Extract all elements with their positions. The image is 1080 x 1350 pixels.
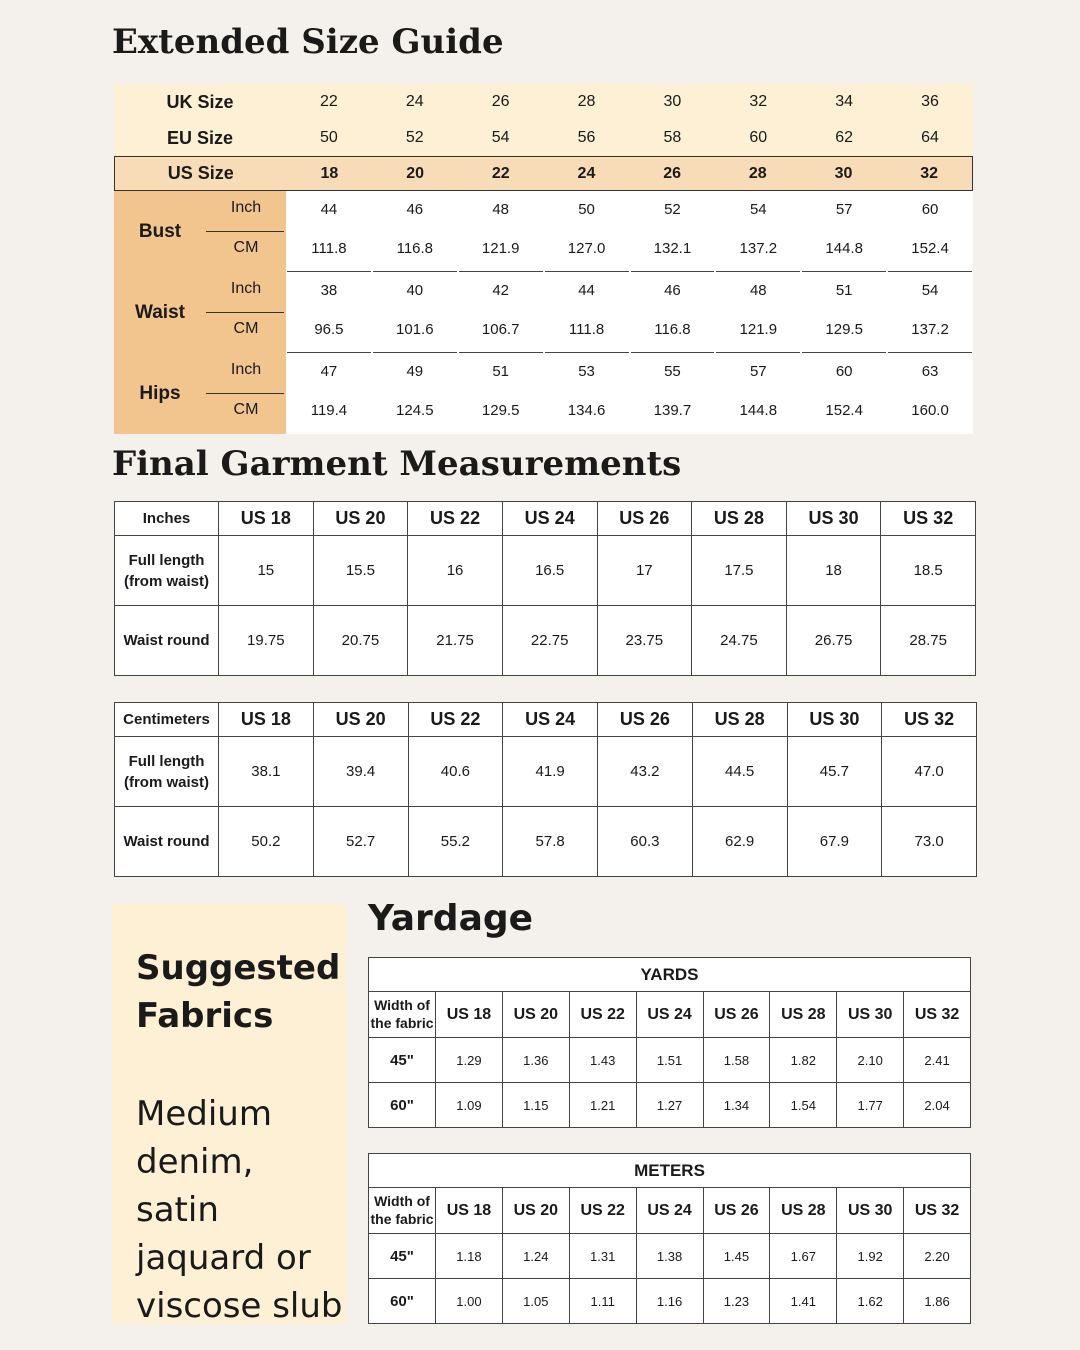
cm-value-cell: 101.6: [396, 321, 434, 338]
uk-size-cell: 26: [491, 93, 510, 110]
caption-row: [369, 958, 971, 992]
cm-value-cell: 152.4: [825, 402, 863, 419]
value-cell: 1.23: [703, 1279, 770, 1324]
uk-size-cell: 22: [320, 93, 338, 110]
inch-value-cell: 52: [664, 201, 681, 218]
value-cell: 1.77: [837, 1083, 904, 1128]
inch-value-cell: 49: [406, 363, 424, 380]
size-header: US 24: [503, 703, 598, 737]
value-cell: 26.75: [786, 606, 881, 676]
size-header: US 18: [219, 502, 314, 536]
value-cell: 1.36: [502, 1038, 569, 1083]
size-header: US 32: [882, 703, 977, 737]
measurement-block-bust: [114, 191, 973, 272]
cm-value-cell: 129.5: [481, 402, 520, 419]
uk-size-cell: 28: [577, 93, 596, 110]
value-cell: 17: [597, 536, 692, 606]
measurement-values: [286, 191, 973, 272]
value-cell: 73.0: [882, 807, 977, 877]
inch-value-cell: 50: [578, 201, 595, 218]
unit-cm-label: CM: [233, 320, 259, 337]
us-size-cell: 18: [320, 164, 339, 182]
size-header: US 22: [408, 703, 503, 737]
unit-inch-label: Inch: [230, 361, 262, 378]
size-header: US 30: [837, 992, 904, 1038]
cm-values-row: [286, 240, 973, 257]
inch-value-cell: 47: [320, 363, 338, 380]
size-header: US 30: [787, 703, 882, 737]
cm-value-cell: 132.1: [653, 240, 692, 257]
value-cell: 1.67: [770, 1234, 837, 1279]
size-header: US 22: [569, 992, 636, 1038]
measurement-block-waist: [114, 272, 973, 353]
size-header: US 28: [770, 1188, 837, 1234]
size-header: US 28: [692, 703, 787, 737]
uk-size-cell: 34: [835, 93, 854, 110]
inch-value-cell: 54: [749, 201, 767, 218]
inch-value-cell: 53: [578, 363, 595, 380]
size-header: US 20: [502, 1188, 569, 1234]
row-label-line1: Full length: [128, 752, 205, 770]
value-cell: 40.6: [408, 737, 503, 807]
eu-size-cell: 54: [491, 129, 510, 146]
value-cell: 1.31: [569, 1234, 636, 1279]
measurement-name: Hips: [139, 382, 181, 404]
eu-size-cell: 52: [405, 129, 424, 146]
size-guide-title: Extended Size Guide: [112, 22, 504, 62]
yardage-meters-table: [368, 1153, 971, 1324]
value-cell: 1.86: [904, 1279, 971, 1324]
us-size-cell: 20: [406, 164, 424, 182]
value-cell: 1.92: [837, 1234, 904, 1279]
value-cell: 15: [219, 536, 314, 606]
value-cell: 41.9: [503, 737, 598, 807]
value-cell: 43.2: [598, 737, 693, 807]
eu-size-cell: 56: [577, 129, 596, 146]
us-size-row: [114, 156, 973, 191]
uk-size-cell: 24: [405, 93, 424, 110]
cm-value-cell: 119.4: [310, 402, 348, 419]
eu-size-label: EU Size: [166, 127, 234, 148]
value-cell: 1.43: [569, 1038, 636, 1083]
width-of-fabric-header: [369, 992, 436, 1038]
unit-divider: [206, 312, 284, 313]
yardage-yards-table: [368, 957, 971, 1128]
size-header: US 20: [313, 703, 408, 737]
measurement-name: Bust: [138, 220, 182, 242]
cm-value-cell: 127.0: [567, 240, 606, 257]
value-cell: 19.75: [219, 606, 314, 676]
header-row: [115, 703, 977, 737]
uk-size-cell: 36: [921, 93, 939, 110]
inch-value-cell: 46: [664, 282, 681, 299]
table-caption: METERS: [369, 1154, 971, 1188]
inch-value-cell: 48: [492, 201, 510, 218]
corner-line2: the fabric: [370, 1210, 434, 1227]
value-cell: 22.75: [502, 606, 597, 676]
corner-header: Inches: [115, 502, 219, 536]
inch-value-cell: 51: [492, 363, 510, 380]
garment-title: Final Garment Measurements: [112, 444, 682, 484]
value-cell: 1.58: [703, 1038, 770, 1083]
inch-value-cell: 60: [921, 201, 939, 218]
cm-value-cell: 111.8: [568, 321, 605, 338]
measurement-values: [286, 272, 973, 353]
unit-divider: [206, 393, 284, 394]
us-size-cell: 32: [920, 164, 939, 182]
value-cell: 1.18: [436, 1234, 503, 1279]
cm-value-cell: 152.4: [911, 240, 949, 257]
unit-inch-label: Inch: [230, 280, 262, 297]
value-cell: 1.82: [770, 1038, 837, 1083]
value-cell: 1.11: [569, 1279, 636, 1324]
size-header: US 20: [313, 502, 408, 536]
cm-value-cell: 129.5: [825, 321, 863, 338]
cm-value-cell: 160.0: [911, 402, 949, 419]
yardage-title: Yardage: [368, 898, 534, 939]
suggested-fabrics-panel: [112, 904, 346, 1324]
row-label: [115, 536, 219, 606]
header-row: [115, 502, 976, 536]
value-cell: 2.10: [837, 1038, 904, 1083]
value-cell: 39.4: [313, 737, 408, 807]
value-cell: 18.5: [881, 536, 976, 606]
size-header: US 28: [770, 992, 837, 1038]
size-header: US 22: [569, 1188, 636, 1234]
value-cell: 60.3: [598, 807, 693, 877]
table-row: [369, 1279, 971, 1324]
cm-value-cell: 111.8: [311, 240, 347, 257]
table-row: [115, 606, 976, 676]
unit-inch-label: Inch: [230, 199, 262, 216]
value-cell: 50.2: [219, 807, 314, 877]
unit-cm-label: CM: [233, 401, 259, 418]
fabric-width-label: 60": [369, 1279, 436, 1324]
value-cell: 44.5: [692, 737, 787, 807]
size-header: US 24: [636, 1188, 703, 1234]
size-header: US 32: [904, 992, 971, 1038]
unit-cm-label: CM: [233, 239, 259, 256]
cm-value-cell: 121.9: [739, 321, 778, 338]
eu-size-cell: 60: [749, 129, 768, 146]
inch-value-cell: 60: [835, 363, 853, 380]
us-size-cell: 24: [577, 164, 596, 182]
cm-value-cell: 139.7: [653, 402, 692, 419]
row-label-line1: Waist round: [123, 632, 210, 649]
fabrics-body: Medium denim, satin jaquard or viscose slub: [136, 1094, 343, 1326]
fabric-width-label: 60": [369, 1083, 436, 1128]
inch-value-cell: 40: [406, 282, 424, 299]
uk-size-cell: 30: [663, 93, 682, 110]
value-cell: 47.0: [882, 737, 977, 807]
size-header: US 26: [597, 502, 692, 536]
value-cell: 1.21: [569, 1083, 636, 1128]
header-row: [369, 1188, 971, 1234]
us-size-label: US Size: [167, 163, 234, 183]
size-header: US 30: [786, 502, 881, 536]
uk-size-row: [114, 84, 973, 120]
measurement-values: [286, 353, 973, 434]
uk-size-cell: 32: [749, 93, 768, 110]
inch-value-cell: 46: [406, 201, 424, 218]
value-cell: 15.5: [313, 536, 408, 606]
value-cell: 62.9: [692, 807, 787, 877]
value-cell: 21.75: [408, 606, 503, 676]
row-label-line2: (from waist): [123, 773, 209, 791]
size-header: US 26: [703, 992, 770, 1038]
garment-inches-table: [114, 501, 976, 676]
inch-value-cell: 57: [835, 201, 853, 218]
row-label-line2: (from waist): [123, 572, 209, 590]
caption-row: [369, 1154, 971, 1188]
size-header: US 22: [408, 502, 503, 536]
eu-size-cell: 62: [835, 129, 854, 146]
value-cell: 16: [408, 536, 503, 606]
measurement-block-hips: [114, 353, 973, 434]
cm-value-cell: 116.8: [396, 240, 434, 257]
cm-values-row: [286, 402, 973, 419]
value-cell: 67.9: [787, 807, 882, 877]
value-cell: 2.04: [904, 1083, 971, 1128]
inch-values-row: [286, 201, 973, 218]
us-size-cell: 22: [491, 164, 510, 182]
corner-line1: Width of: [374, 997, 430, 1013]
cm-value-cell: 124.5: [396, 402, 434, 419]
size-header: US 26: [598, 703, 693, 737]
value-cell: 1.09: [436, 1083, 503, 1128]
us-size-cell: 26: [663, 164, 682, 182]
inch-value-cell: 55: [664, 363, 681, 380]
fabric-width-label: 45": [369, 1038, 436, 1083]
value-cell: 24.75: [692, 606, 787, 676]
size-header: US 32: [881, 502, 976, 536]
cm-value-cell: 116.8: [654, 321, 691, 338]
table-caption: YARDS: [369, 958, 971, 992]
cm-value-cell: 134.6: [567, 402, 606, 419]
cm-value-cell: 137.2: [911, 321, 949, 338]
value-cell: 38.1: [219, 737, 314, 807]
row-label-line1: Full length: [128, 551, 205, 569]
uk-size-label: UK Size: [166, 91, 234, 112]
inch-value-cell: 38: [320, 282, 338, 299]
value-cell: 1.15: [502, 1083, 569, 1128]
row-label: [115, 606, 219, 676]
value-cell: 55.2: [408, 807, 503, 877]
cm-value-cell: 144.8: [825, 240, 863, 257]
row-label-line1: Waist round: [123, 833, 210, 850]
value-cell: 1.29: [436, 1038, 503, 1083]
header-row: [369, 992, 971, 1038]
row-label: [115, 807, 219, 877]
inch-value-cell: 48: [749, 282, 767, 299]
us-size-cell: 30: [834, 164, 853, 182]
unit-divider: [206, 231, 284, 232]
size-header: US 26: [703, 1188, 770, 1234]
size-guide-table: [114, 84, 973, 433]
value-cell: 1.62: [837, 1279, 904, 1324]
value-cell: 18: [786, 536, 881, 606]
size-header: US 18: [436, 1188, 503, 1234]
garment-cm-table: [114, 702, 977, 877]
eu-size-cell: 50: [320, 129, 338, 146]
value-cell: 23.75: [597, 606, 692, 676]
inch-value-cell: 51: [835, 282, 853, 299]
table-row: [115, 536, 976, 606]
size-header: US 24: [636, 992, 703, 1038]
cm-value-cell: 121.9: [481, 240, 520, 257]
cm-values-row: [286, 321, 973, 338]
value-cell: 20.75: [313, 606, 408, 676]
corner-line1: Width of: [374, 1193, 430, 1209]
inch-value-cell: 63: [921, 363, 939, 380]
inch-value-cell: 44: [320, 201, 338, 218]
value-cell: 1.05: [502, 1279, 569, 1324]
value-cell: 2.20: [904, 1234, 971, 1279]
size-header: US 18: [436, 992, 503, 1038]
eu-size-row: [114, 120, 973, 156]
inch-values-row: [286, 282, 973, 299]
size-header: US 24: [502, 502, 597, 536]
corner-line2: the fabric: [370, 1014, 434, 1031]
cm-value-cell: 106.7: [481, 321, 520, 338]
inch-value-cell: 42: [492, 282, 510, 299]
cm-value-cell: 137.2: [739, 240, 778, 257]
value-cell: 17.5: [692, 536, 787, 606]
value-cell: 16.5: [502, 536, 597, 606]
value-cell: 1.54: [770, 1083, 837, 1128]
size-header: US 32: [904, 1188, 971, 1234]
value-cell: 1.24: [502, 1234, 569, 1279]
width-of-fabric-header: [369, 1188, 436, 1234]
cm-value-cell: 144.8: [739, 402, 778, 419]
value-cell: 1.00: [436, 1279, 503, 1324]
table-row: [369, 1083, 971, 1128]
value-cell: 57.8: [503, 807, 598, 877]
eu-size-cell: 64: [921, 129, 939, 146]
size-header: US 18: [219, 703, 314, 737]
value-cell: 1.51: [636, 1038, 703, 1083]
table-row: [115, 737, 977, 807]
value-cell: 1.38: [636, 1234, 703, 1279]
size-header: US 28: [692, 502, 787, 536]
inch-value-cell: 54: [921, 282, 939, 299]
table-row: [369, 1038, 971, 1083]
us-size-cell: 28: [748, 164, 767, 182]
inch-values-row: [286, 363, 973, 380]
inch-value-cell: 57: [749, 363, 767, 380]
fabric-width-label: 45": [369, 1234, 436, 1279]
measurement-name: Waist: [135, 301, 185, 323]
value-cell: 45.7: [787, 737, 882, 807]
table-row: [115, 807, 977, 877]
value-cell: 1.27: [636, 1083, 703, 1128]
row-label: [115, 737, 219, 807]
cm-value-cell: 96.5: [314, 321, 344, 338]
value-cell: 1.41: [770, 1279, 837, 1324]
value-cell: 1.16: [636, 1279, 703, 1324]
value-cell: 2.41: [904, 1038, 971, 1083]
value-cell: 52.7: [313, 807, 408, 877]
value-cell: 28.75: [881, 606, 976, 676]
value-cell: 1.45: [703, 1234, 770, 1279]
size-header: US 20: [502, 992, 569, 1038]
corner-header: Centimeters: [115, 703, 219, 737]
fabrics-title: Suggested Fabrics: [136, 948, 341, 1036]
inch-value-cell: 44: [578, 282, 595, 299]
size-header: US 30: [837, 1188, 904, 1234]
table-row: [369, 1234, 971, 1279]
eu-size-cell: 58: [663, 129, 682, 146]
value-cell: 1.34: [703, 1083, 770, 1128]
